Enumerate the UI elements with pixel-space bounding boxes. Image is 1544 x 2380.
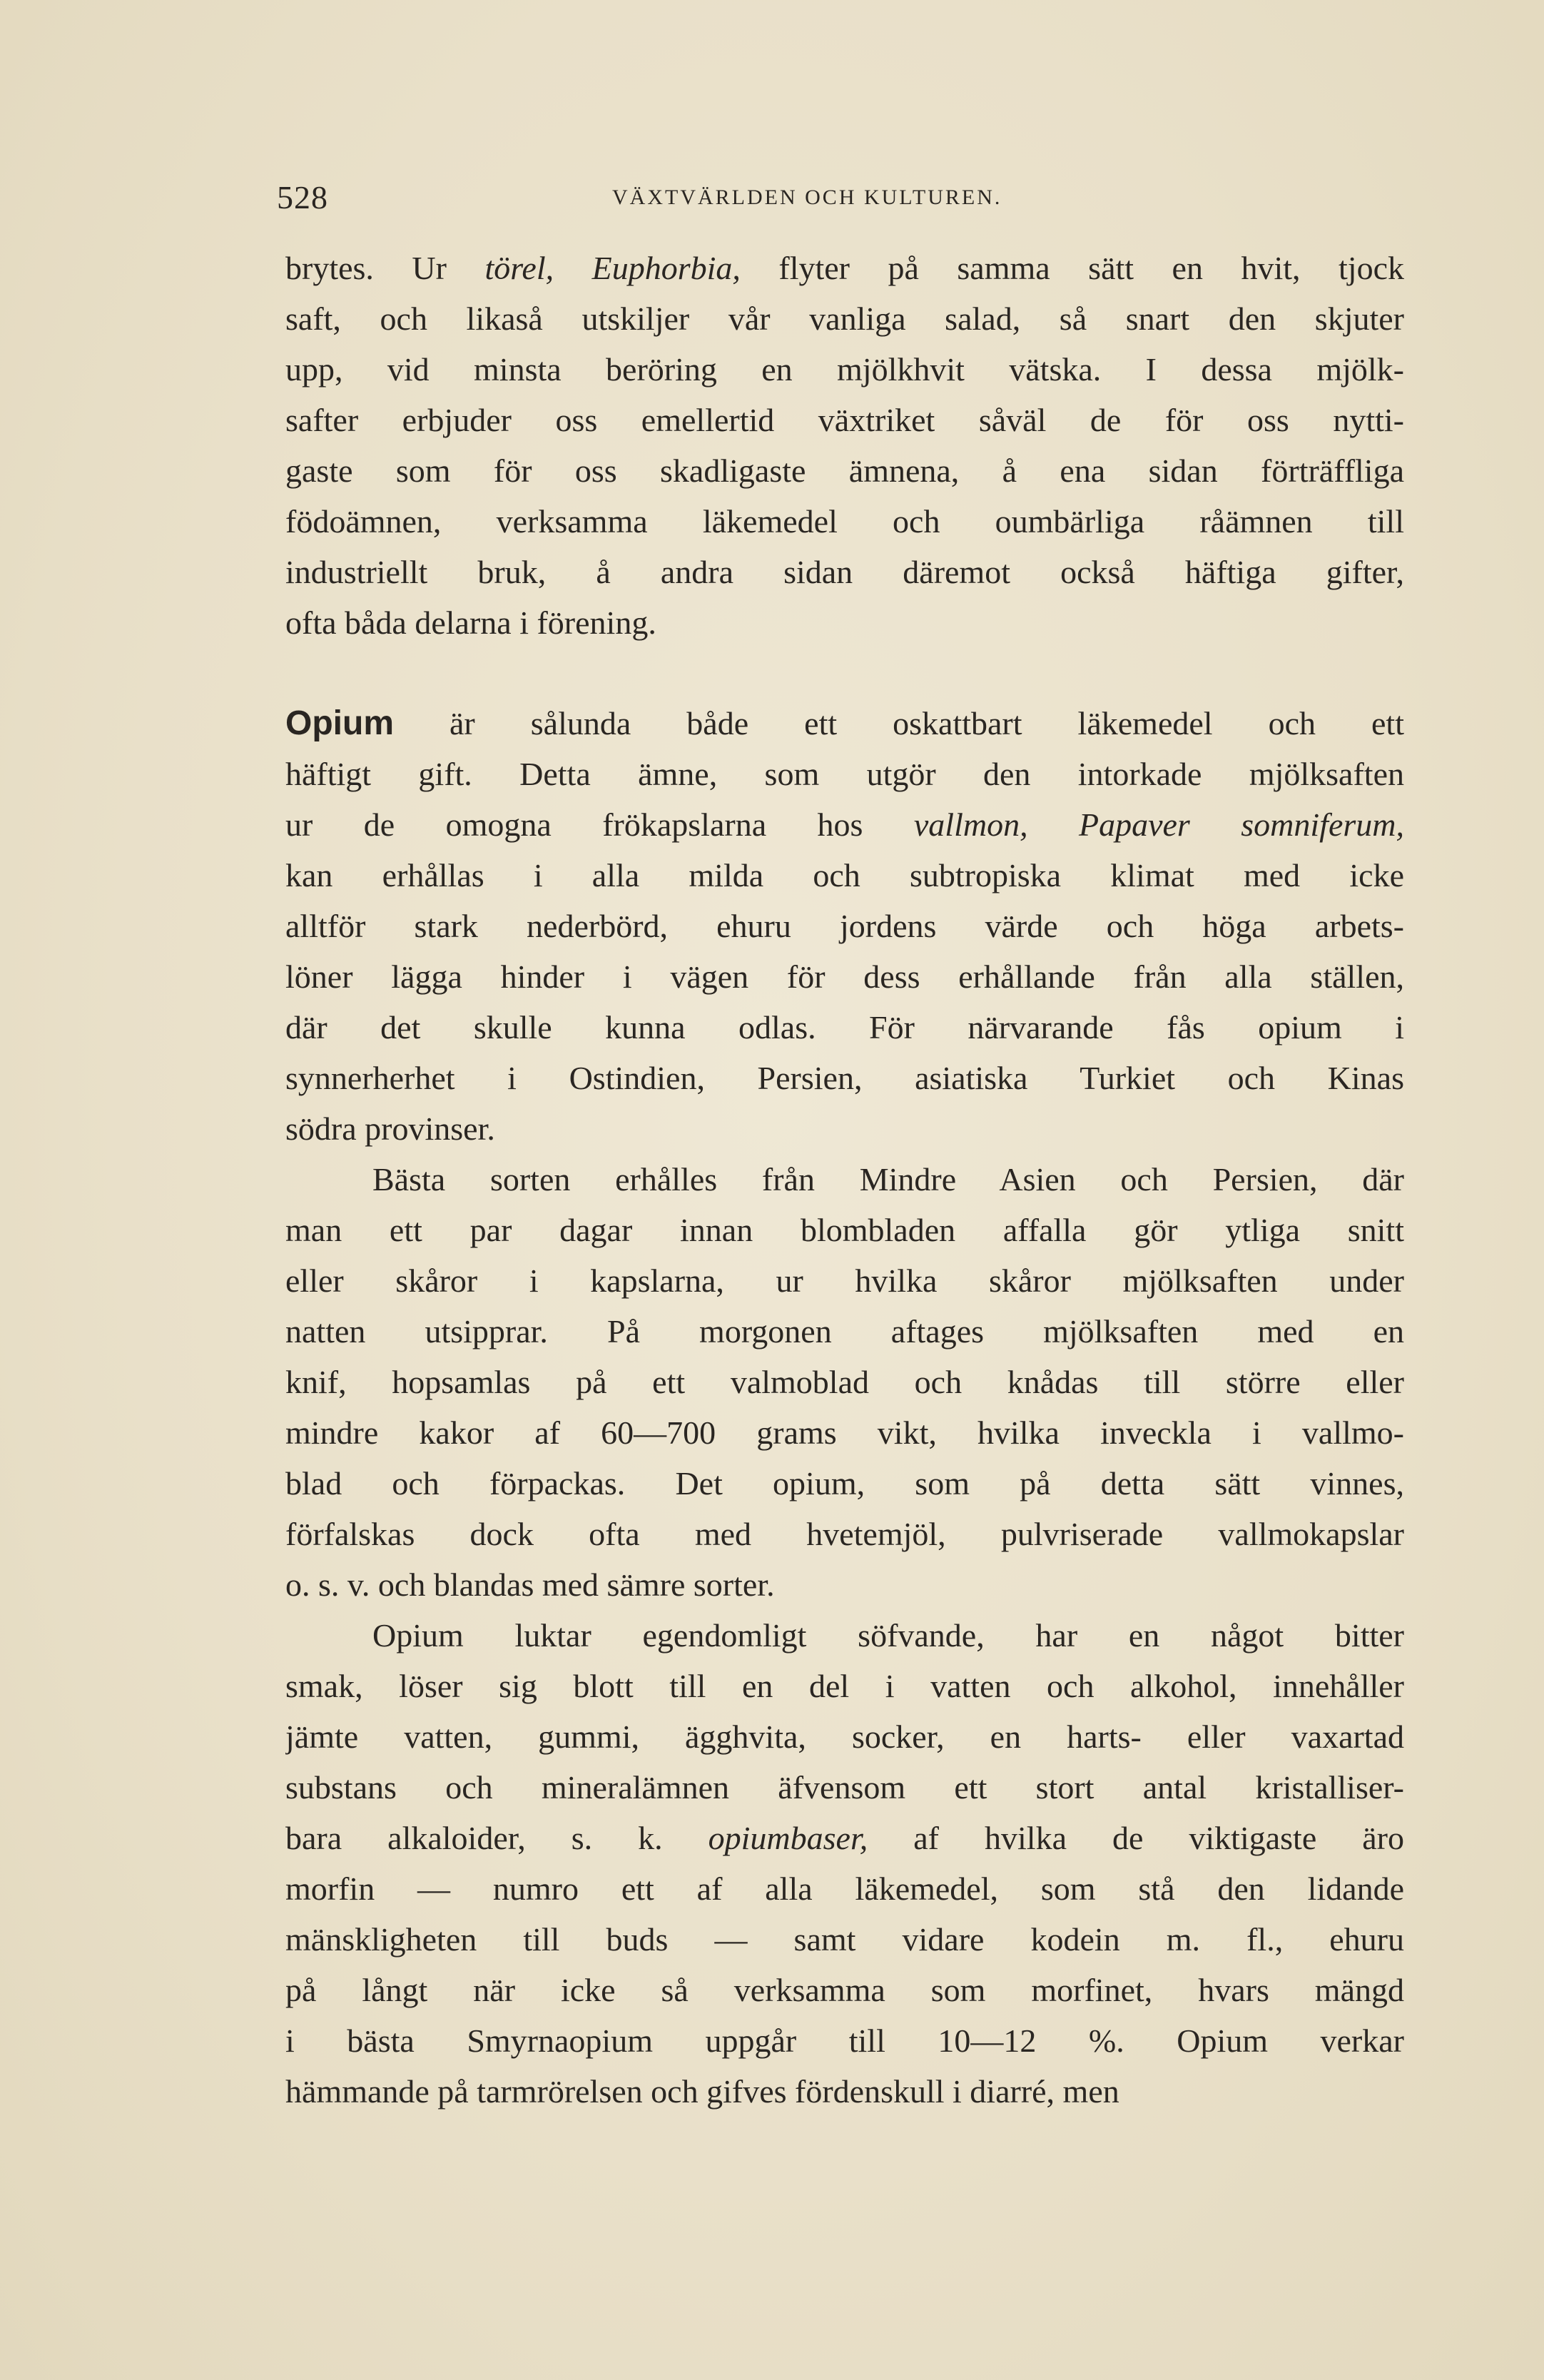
text-line xyxy=(285,1103,1404,1154)
text-run: knif, hopsamlas på ett valmoblad och knådas till större eller xyxy=(285,1364,1404,1400)
text-run: gaste som för oss skadligaste ämnena, å ena sidan förträffliga xyxy=(285,452,1404,489)
text-line xyxy=(285,1205,1404,1255)
text-run: alltför stark nederbörd, ehuru jordens värde och höga arbets- xyxy=(285,908,1404,944)
text-run: är sålunda både ett oskattbart läkemedel och ett xyxy=(394,705,1404,741)
text-run: mindre kakor af 60—700 grams vikt, hvilka inveckla i vallmo- xyxy=(285,1414,1404,1451)
text-run: förfalskas dock ofta med hvetemjöl, pulvriserade vallmokapslar xyxy=(285,1516,1404,1552)
text-line xyxy=(285,698,1404,749)
section-keyword: Opium xyxy=(285,704,394,742)
text-line xyxy=(285,1306,1404,1357)
text-line xyxy=(285,1914,1404,1965)
text-run: flyter på samma sätt en hvit, tjock xyxy=(740,250,1404,286)
italic-term: opiumbaser, xyxy=(708,1820,868,1856)
text-line xyxy=(285,496,1404,547)
text-run: Bästa sorten erhålles från Mindre Asien och Persien, där xyxy=(372,1161,1404,1197)
paragraph-gap xyxy=(285,648,1404,698)
text-run: södra provinser. xyxy=(285,1110,495,1147)
text-line xyxy=(285,951,1404,1002)
text-run: löner lägga hinder i vägen för dess erhållande från alla ställen, xyxy=(285,958,1404,995)
text-line xyxy=(285,1965,1404,2015)
text-line xyxy=(285,1863,1404,1914)
text-line xyxy=(285,2015,1404,2066)
text-line xyxy=(285,1407,1404,1458)
text-line xyxy=(285,1661,1404,1711)
text-run: bara alkaloider, s. k. xyxy=(285,1820,708,1856)
text-run: eller skåror i kapslarna, ur hvilka skåror mjölksaften under xyxy=(285,1262,1404,1299)
italic-term: törel, Euphorbia, xyxy=(484,250,741,286)
text-line xyxy=(285,597,1404,648)
paragraph xyxy=(285,243,1404,648)
text-run: industriellt bruk, å andra sidan däremot också häftiga gifter, xyxy=(285,554,1404,590)
text-run: mänskligheten till buds — samt vidare kodein m. fl., ehuru xyxy=(285,1921,1404,1958)
text-line xyxy=(285,749,1404,799)
paragraph xyxy=(285,1154,1404,1610)
text-run: jämte vatten, gummi, ägghvita, socker, en harts- eller vaxartad xyxy=(285,1718,1404,1755)
text-line xyxy=(285,1053,1404,1103)
text-line xyxy=(285,445,1404,496)
text-run: o. s. v. och blandas med sämre sorter. xyxy=(285,1566,775,1603)
text-run: ur de omogna frökapslarna hos xyxy=(285,806,914,843)
text-line xyxy=(285,1559,1404,1610)
text-line xyxy=(285,850,1404,901)
text-line xyxy=(285,1711,1404,1762)
text-run: safter erbjuder oss emellertid växtriket såväl de för oss nytti- xyxy=(285,402,1404,438)
text-run: morfin — numro ett af alla läkemedel, som stå den lidande xyxy=(285,1870,1404,1907)
text-line xyxy=(285,1154,1404,1205)
text-line xyxy=(285,901,1404,951)
text-run: där det skulle kunna odlas. För närvarande fås opium i xyxy=(285,1009,1404,1045)
text-line xyxy=(285,344,1404,395)
text-line xyxy=(285,547,1404,597)
text-run: ofta båda delarna i förening. xyxy=(285,604,656,641)
text-run: substans och mineralämnen äfvensom ett stort antal kristalliser- xyxy=(285,1769,1404,1806)
text-run: saft, och likaså utskiljer vår vanliga salad, så snart den skjuter xyxy=(285,300,1404,337)
text-run: brytes. Ur xyxy=(285,250,485,286)
text-line xyxy=(285,1002,1404,1053)
text-run: natten utsipprar. På morgonen aftages mjölksaften med en xyxy=(285,1313,1404,1349)
text-line xyxy=(285,1255,1404,1306)
text-run: häftigt gift. Detta ämne, som utgör den intorkade mjölksaften xyxy=(285,756,1404,792)
text-line xyxy=(285,243,1404,293)
text-line xyxy=(285,799,1404,850)
text-run: kan erhållas i alla milda och subtropiska klimat med icke xyxy=(285,857,1404,893)
text-line xyxy=(285,1509,1404,1559)
italic-term: vallmon, Papaver somniferum, xyxy=(913,806,1404,843)
text-run: födoämnen, verksamma läkemedel och oumbärliga råämnen till xyxy=(285,503,1404,540)
text-run: i bästa Smyrnaopium uppgår till 10—12 %. Opium verkar xyxy=(285,2022,1404,2059)
text-line xyxy=(285,2066,1404,2117)
text-run: upp, vid minsta beröring en mjölkhvit vätska. I dessa mjölk- xyxy=(285,351,1404,388)
text-run: smak, löser sig blott till en del i vatten och alkohol, innehåller xyxy=(285,1668,1404,1704)
text-line xyxy=(285,1357,1404,1407)
running-head: VÄXTVÄRLDEN OCH KULTUREN. xyxy=(612,186,1002,209)
text-run: af hvilka de viktigaste äro xyxy=(868,1820,1404,1856)
page-number: 528 xyxy=(277,179,328,216)
text-run: Opium luktar egendomligt söfvande, har en något bitter xyxy=(372,1617,1404,1654)
body-text xyxy=(285,243,1404,2117)
text-run: synnerherhet i Ostindien, Persien, asiatiska Turkiet och Kinas xyxy=(285,1060,1404,1096)
text-line xyxy=(285,293,1404,344)
text-run: hämmande på tarmrörelsen och gifves fördenskull i diarré, men xyxy=(285,2073,1119,2110)
text-run: blad och förpackas. Det opium, som på detta sätt vinnes, xyxy=(285,1465,1404,1502)
text-line xyxy=(285,1610,1404,1661)
text-line xyxy=(285,1458,1404,1509)
page-header xyxy=(277,178,1418,228)
text-line xyxy=(285,1813,1404,1863)
paragraph xyxy=(285,698,1404,1154)
paragraph xyxy=(285,1610,1404,2117)
text-line xyxy=(285,1762,1404,1813)
text-run: på långt när icke så verksamma som morfinet, hvars mängd xyxy=(285,1972,1404,2008)
text-run: man ett par dagar innan blombladen affalla gör ytliga snitt xyxy=(285,1212,1404,1248)
text-line xyxy=(285,395,1404,445)
